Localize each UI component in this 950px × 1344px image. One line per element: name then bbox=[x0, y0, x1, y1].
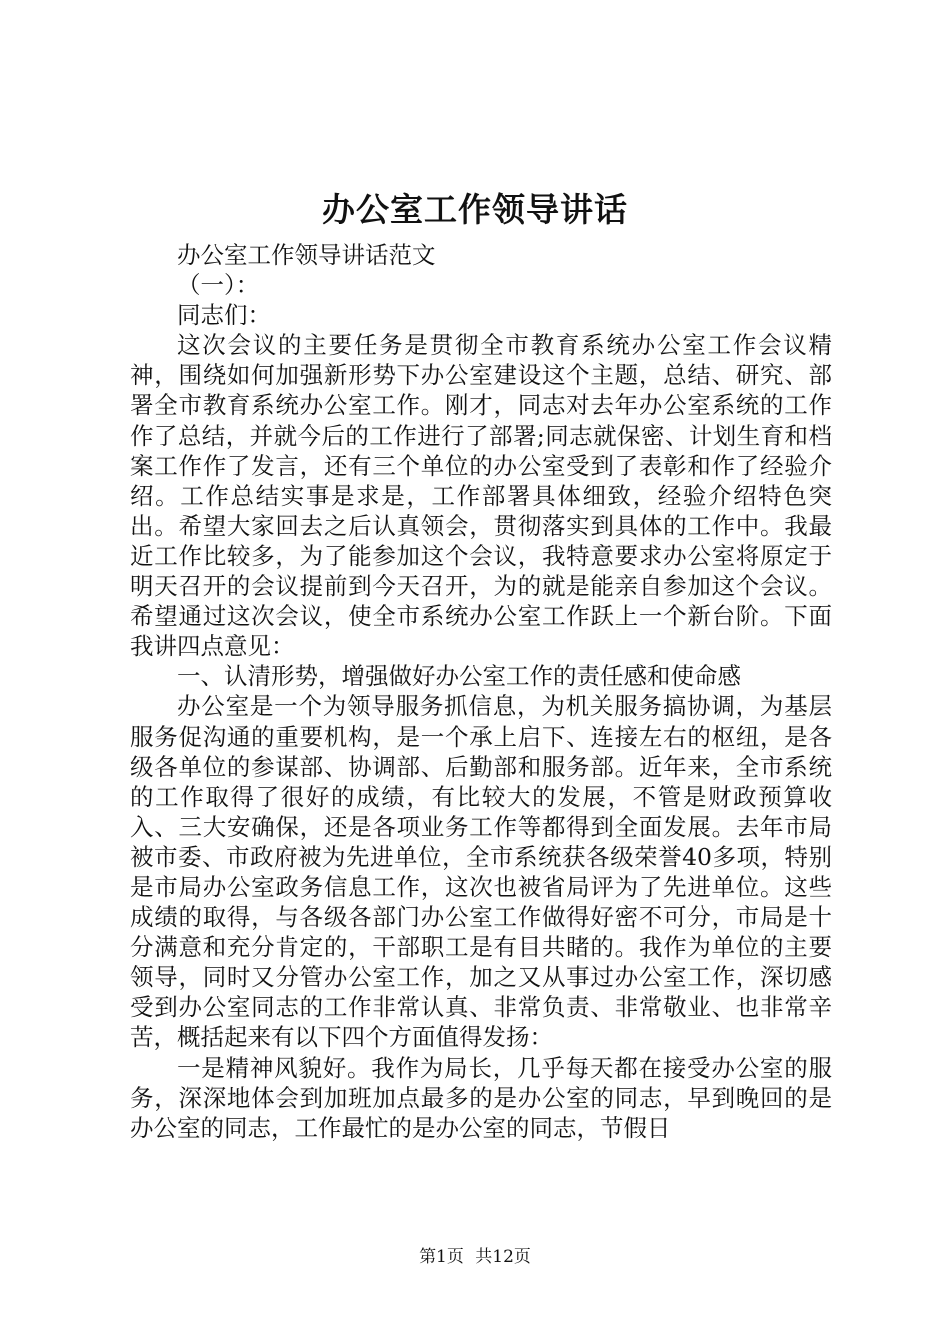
page-total: 共12页 bbox=[475, 1247, 531, 1267]
paragraph-heading-one: 一、认清形势，增强做好办公室工作的责任感和使命感 bbox=[177, 662, 741, 691]
paragraph-point-one: 一是精神风貌好。我作为局长，几乎每天都在接受办公室的服务，深深地体会到加班加点最多的是办公室的同志，早到晚回的是办公室的同志，工作最忙的是办公室的同志，节假日 bbox=[130, 1053, 832, 1142]
paragraph-intro: 这次会议的主要任务是贯彻全市教育系统办公室工作会议精神，围绕如何加强新形势下办公室建设这个主题，总结、研究、部署全市教育系统办公室工作。刚才，同志对去年办公室系统的工作作了总结，并就今后的工作进行了部署;同志就保密、计划生育和档案工作作了发言，还有三个单位的办公室受到了表彰和作了经验介绍。工作总结实事是求是，工作部署具体细致，经验介绍特色突出。希望大家回去之后认真领会，贯彻落实到具体的工作中。我最近工作比较多，为了能参加这个会议，我特意要求办公室将原定于明天召开的会议提前到今天召开，为的就是能亲自参加这个会议。希望通过这次会议，使全市系统办公室工作跃上一个新台阶。下面我讲四点意见： bbox=[130, 331, 832, 661]
page-number: 第1页 bbox=[419, 1247, 464, 1267]
paragraph-section-number: （一）： bbox=[177, 271, 260, 300]
document-body bbox=[130, 240, 832, 1143]
paragraph-salutation: 同志们： bbox=[177, 301, 271, 330]
paragraph-office-role: 办公室是一个为领导服务抓信息，为机关服务搞协调，为基层服务促沟通的重要机构，是一个承上启下、连接左右的枢纽，是各级各单位的参谋部、协调部、后勤部和服务部。近年来，全市系统的工作取得了很好的成绩，有比较大的发展，不管是财政预算收入、三大安确保，还是各项业务工作等都得到全面发展。去年市局被市委、市政府被为先进单位，全市系统获各级荣誉40多项，特别是市局办公室政务信息工作，这次也被省局评为了先进单位。这些成绩的取得，与各级各部门办公室工作做得好密不可分，市局是十分满意和充分肯定的，干部职工是有目共睹的。我作为单位的主要领导，同时又分管办公室工作，加之又从事过办公室工作，深切感受到办公室同志的工作非常认真、非常负责、非常敬业、也非常辛苦，概括起来有以下四个方面值得发扬： bbox=[130, 692, 832, 1052]
page-footer bbox=[0, 1246, 950, 1268]
document-title: 办公室工作领导讲话 bbox=[322, 190, 628, 229]
paragraph-subtitle: 办公室工作领导讲话范文 bbox=[177, 241, 436, 269]
